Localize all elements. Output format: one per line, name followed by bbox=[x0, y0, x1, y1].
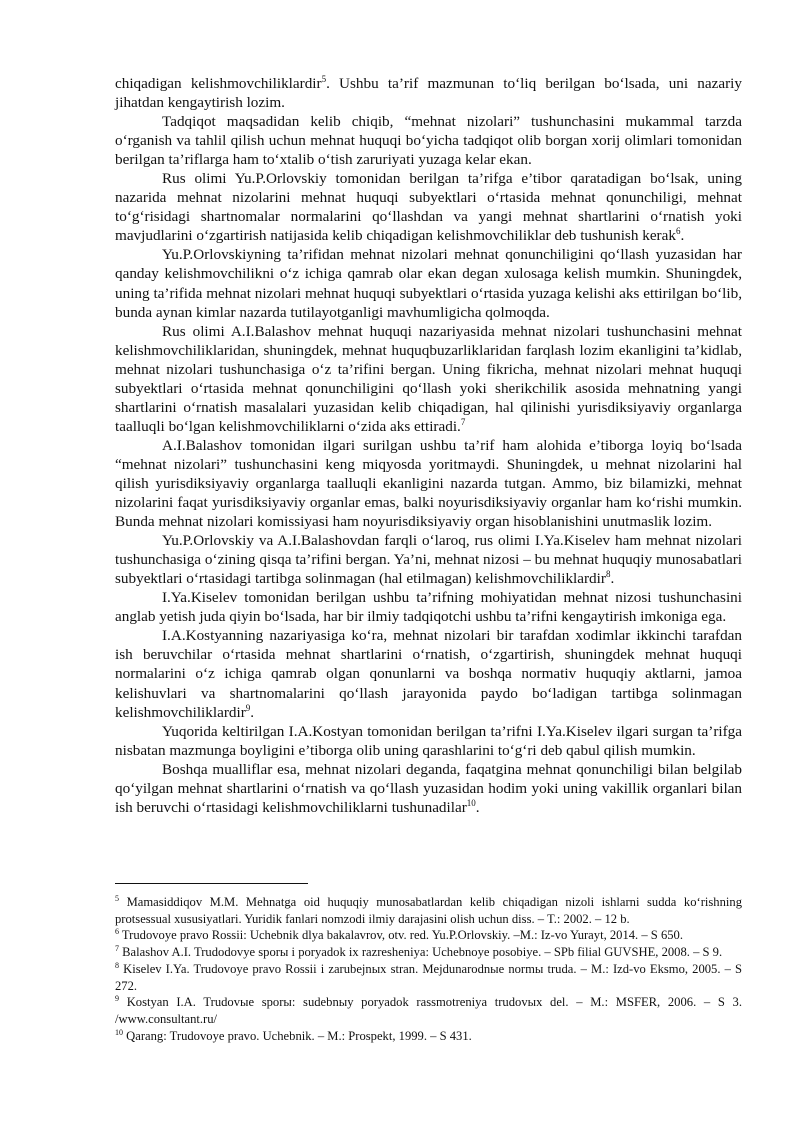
paragraph-text: Tadqiqot maqsadidan kelib chiqib, “mehnat nizolari” tushunchasini mukammal tarzda o‘rganish va tahlil qilish uchun mehnat huquqi bo‘yicha tadqiqot olib borgan xorij olimlari tomonidan berilgan ta’riflarga ham to‘xtalib o‘tish zaruriyati yuzaga kelar ekan. bbox=[115, 113, 742, 169]
paragraph-text: Yuqorida keltirilgan I.A.Kostyan tomonidan berilgan ta’rifni I.Ya.Kiselev ilgari surgan ta’rifga nisbatan mazmunga boyligini e’tiborga olib uning qarashlarini to‘g‘ri deb qabul qilish mumkin. bbox=[115, 722, 742, 759]
footnote-number: 8 bbox=[115, 960, 119, 970]
footnote-number: 7 bbox=[115, 944, 119, 954]
paragraph bbox=[115, 74, 742, 112]
paragraph bbox=[115, 626, 742, 721]
paragraph bbox=[115, 322, 742, 436]
paragraph-text-tail: . bbox=[680, 227, 685, 245]
footnote bbox=[115, 1028, 742, 1045]
paragraph-text-tail: . bbox=[610, 570, 615, 588]
paragraph-text: Yu.P.Orlovskiyning ta’rifidan mehnat nizolari mehnat qonunchiligini qo‘llash yuzasidan har qanday kelishmovchilikni o‘z ichiga qamrab olar ekan degan xulosaga kelish mumkin. Shuningdek, uning ta’rifida mehnat nizolari mehnat huquqi subyektlari o‘rtasida yuzaga kelishi aks ettirilgan bo‘lib, bunda aynan kimlar nazarda tutilayotganligi mavhumligicha qolmoqda. bbox=[115, 246, 742, 321]
footnote-ref: 6 bbox=[675, 226, 681, 237]
footnote bbox=[115, 894, 742, 927]
paragraph bbox=[115, 760, 742, 817]
paragraph-text: I.A.Kostyanning nazariyasiga ko‘ra, mehnat nizolari bir tarafdan xodimlar ikkinchi tarafdan ish beruvchilar o‘rtasida mehnat shartlarini o‘rnatish, o‘zgartirish, shuningdek mehnat huquqi normalarini o‘z ichiga qamrab olgan qonunlarni va boshqa normativ huquqiy aktlarni, jamoa kelishuvlari va shartnomalarini qo‘llash jarayonida paydo bo‘ladigan tartibga solinmagan kelishmovchiliklardir bbox=[115, 627, 742, 721]
footnote-text: Kostyan I.A. Trudovыe sporы: sudebnыy poryadok rassmotreniya trudovыx del. – M.: MSFER, 2006. – S 3. /www.consultant.ru/ bbox=[115, 995, 742, 1026]
footnote-number: 10 bbox=[115, 1027, 123, 1037]
paragraph-text: chiqadigan kelishmovchiliklardir bbox=[115, 75, 322, 92]
paragraph bbox=[115, 436, 742, 531]
paragraph-text-tail: . Ushbu ta’rif mazmunan to‘liq berilgan bo‘lsada, uni nazariy jihatdan kengaytirish lozim. bbox=[115, 75, 742, 112]
footnote-number: 6 bbox=[115, 927, 119, 937]
paragraph bbox=[115, 722, 742, 760]
footnote-ref: 5 bbox=[321, 74, 327, 84]
footnote-number: 9 bbox=[115, 994, 119, 1004]
paragraph-text: A.I.Balashov tomonidan ilgari surilgan ushbu ta’rif ham alohida e’tiborga loyiq bo‘lsada “mehnat nizolari” tushunchasini keng miqyosda yoritmaydi. Shuningdek, u mehnat nizolarini hal qilish yurisdiksiyaviy organlarga taalluqli ekanligini nazarda tutgan. Ammo, biz bilamizki, mehnat nizolarini faqat yurisdiksiyaviy organlar emas, balki noyurisdiksiyaviy organlar ham ko‘rishi mumkin. Bunda mehnat nizolari komissiyasi ham noyurisdiksiyaviy organ hisoblanishini unutmaslik lozim. bbox=[115, 436, 742, 531]
footnote-number: 5 bbox=[115, 894, 119, 903]
footnote-ref: 10 bbox=[466, 797, 476, 808]
footnote-text: Qarang: Trudovoye pravo. Uchebnik. – M.: Prospekt, 1999. – S 431. bbox=[126, 1028, 472, 1043]
footnote-ref: 9 bbox=[245, 702, 251, 713]
paragraph-text: Yu.P.Orlovskiy va A.I.Balashovdan farqli o‘laroq, rus olimi I.Ya.Kiselev ham mehnat nizolari tushunchasiga o‘zining qisqa ta’rifini bergan. Ya’ni, mehnat nizosi – bu mehnat huquqiy munosabatlari subyektlari o‘rtasidagi tartibga solinmagan (hal etilmagan) kelishmovchiliklardir bbox=[115, 532, 742, 588]
footnote bbox=[115, 944, 742, 961]
body-text bbox=[115, 74, 742, 817]
footnote bbox=[115, 927, 742, 944]
paragraph bbox=[115, 169, 742, 245]
footnote bbox=[115, 961, 742, 994]
footnote-text: Trudovoye pravo Rossii: Uchebnik dlya bakalavrov, otv. red. Yu.P.Orlovskiy. –M.: Iz-vo Yurayt, 2014. – S 650. bbox=[121, 928, 683, 943]
paragraph-text: Rus olimi A.I.Balashov mehnat huquqi nazariyasida mehnat nizolari tushunchasini mehnat kelishmovchiliklaridan, shuningdek, mehnat huquqbuzarliklaridan farqlash lozim ekanligini ta’kidlab, mehnat nizolari tushunchasiga o‘z ta’rifini bergan. Uning fikricha, mehnat nizolari mehnat huquqi subyektlari o‘rtasida mehnat qonunchiligini qo‘llash yoki sherikchilik asosida mehnatning yangi shartlarini o‘rnatish masalalari yuzasidan kelib chiqadigan, hal qilinishi yurisdiksiyaviy organlarga taalluqli bo‘lgan kelishmovchiliklarni o‘zida aks ettiradi. bbox=[115, 322, 742, 435]
footnote bbox=[115, 994, 742, 1027]
footnote-text: Mamasiddiqov M.M. Mehnatga oid huquqiy munosabatlardan kelib chiqadigan nizoli ishlarni sudda ko‘rishning protsessual xususiyatlari. Yuridik fanlari nomzodi ilmiy darajasini olish uchun diss. – T.: 2002. – 12 b. bbox=[115, 895, 742, 926]
footnote-ref: 8 bbox=[605, 569, 611, 580]
paragraph bbox=[115, 245, 742, 321]
paragraph-text-tail: . bbox=[250, 703, 255, 721]
footnotes bbox=[115, 883, 742, 1044]
paragraph bbox=[115, 588, 742, 626]
footnote-ref: 7 bbox=[460, 416, 466, 427]
paragraph-text: Rus olimi Yu.P.Orlovskiy tomonidan berilgan ta’rifga e’tibor qaratadigan bo‘lsak, uning nazarida mehnat nizolarini mehnat huquqi subyektlari o‘rtasida mehnat qonunchiligi, mehnat to‘g‘risidagi shartnomalar normalarini qo‘llashdan va yangi mehnat shartlarini o‘rnatish yoki mavjudlarini o‘zgartirish natijasida kelib chiqadigan kelishmovchiliklar deb tushunish kerak bbox=[115, 170, 742, 245]
paragraph-text: Boshqa mualliflar esa, mehnat nizolari deganda, faqatgina mehnat qonunchiligi bilan belgilab qo‘yilgan mehnat shartlarini o‘rnatish va qo‘llash yuzasidan hodim yoki uning vakillik organlari bilan ish beruvchi o‘rtasidagi kelishmovchiliklarni tushunadilar bbox=[115, 760, 742, 816]
footnote-text: Balashov A.I. Trudodovye sporы i poryadok ix razresheniya: Uchebnoye posobiye. – SPb filial GUVSHE, 2008. – S 9. bbox=[122, 945, 723, 960]
paragraph-text-tail: . bbox=[475, 798, 480, 816]
paragraph-text: I.Ya.Kiselev tomonidan berilgan ushbu ta’rifning mohiyatidan mehnat nizosi tushunchasini anglab yetish juda qiyin bo‘lsada, har bir ilmiy tadqiqotchi ushbu ta’rifni kengaytirish imkoniga ega. bbox=[115, 589, 742, 626]
footnote-separator bbox=[115, 883, 308, 884]
footnote-text: Kiselev I.Ya. Trudovoye pravo Rossii i zarubejnыx stran. Mejdunarodnыe normы truda. – M.: Izd-vo Eksmo, 2005. – S 272. bbox=[115, 961, 742, 993]
paragraph bbox=[115, 112, 742, 169]
paragraph bbox=[115, 531, 742, 588]
